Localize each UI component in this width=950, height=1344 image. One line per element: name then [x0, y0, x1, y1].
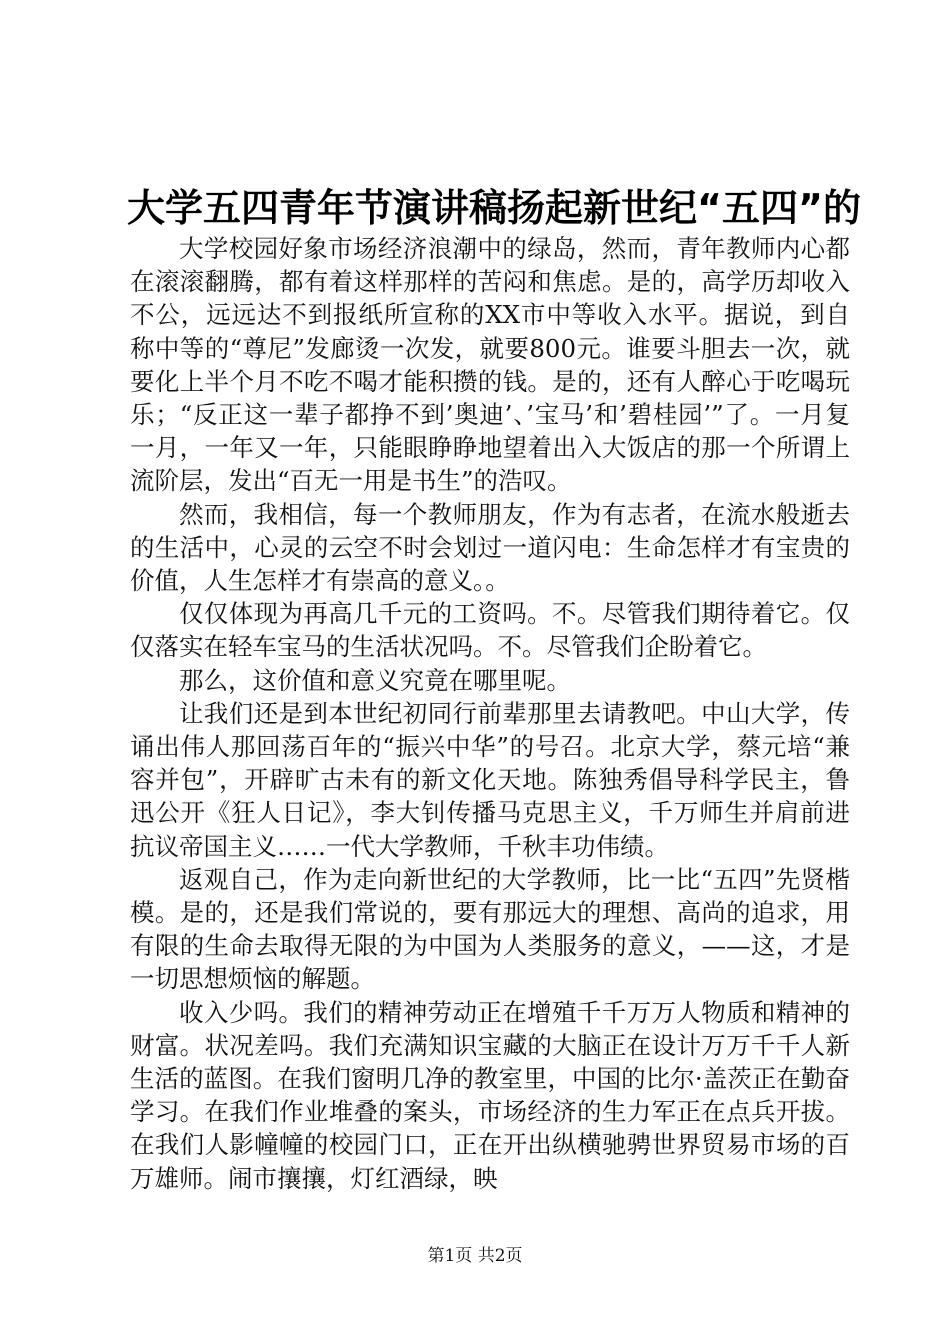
page-number-footer: 第1页 共2页	[427, 1246, 523, 1266]
paragraph: 让我们还是到本世纪初同行前辈那里去请教吧。中山大学，传诵出伟人那回荡百年的“振兴中华”的号召。北京大学，蔡元培“兼容并包”，开辟旷古未有的新文化天地。陈独秀倡导科学民主，鲁迅公开《狂人日记》，李大钊传播马克思主义，千万师生并肩前进抗议帝国主义……一代大学教师，千秋丰功伟绩。	[130, 698, 850, 861]
paragraph: 那么，这价值和意义究竟在哪里呢。	[179, 665, 571, 695]
paragraph: 然而，我相信，每一个教师朋友，作为有志者，在流水般逝去的生活中，心灵的云空不时会划过一道闪电：生命怎样才有宝贵的价值，人生怎样才有崇高的意义。。	[130, 499, 850, 596]
paragraph: 仅仅体现为再高几千元的工资吗。不。尽管我们期待着它。仅仅落实在轻车宝马的生活状况吗。不。尽管我们企盼着它。	[130, 599, 850, 662]
document-title: 大学五四青年节演讲稿扬起新世纪“五四”的	[127, 186, 861, 230]
document-body	[130, 232, 850, 1195]
paragraph: 大学校园好象市场经济浪潮中的绿岛，然而，青年教师内心都在滚滚翻腾，都有着这样那样的苦闷和焦虑。是的，高学历却收入不公，远远达不到报纸所宣称的XX市中等收入水平。据说，到自称中等的“尊尼”发廊烫一次发，就要800元。谁要斗胆去一次，就要化上半个月不吃不喝才能积攒的钱。是的，还有人醉心于吃喝玩乐；“反正这一辈子都挣不到’奥迪’、’宝马’和’碧桂园’”了。一月复一月，一年又一年，只能眼睁睁地望着出入大饭店的那一个所谓上流阶层，发出“百无一用是书生”的浩叹。	[130, 234, 850, 496]
paragraph: 返观自己，作为走向新世纪的大学教师，比一比“五四”先贤楷模。是的，还是我们常说的，要有那远大的理想、高尚的追求，用有限的生命去取得无限的为中国为人类服务的意义，——这，才是一切思想烦恼的解题。	[130, 864, 850, 994]
paragraph: 收入少吗。我们的精神劳动正在增殖千千万万人物质和精神的财富。状况差吗。我们充满知识宝藏的大脑正在设计万万千千人新生活的蓝图。在我们窗明几净的教室里，中国的比尔·盖茨正在勤奋学习。在我们作业堆叠的案头，市场经济的生力军正在点兵开拔。在我们人影幢幢的校园门口，正在开出纵横驰骋世界贸易市场的百万雄师。闹市攘攘，灯红酒绿，映	[130, 997, 850, 1193]
